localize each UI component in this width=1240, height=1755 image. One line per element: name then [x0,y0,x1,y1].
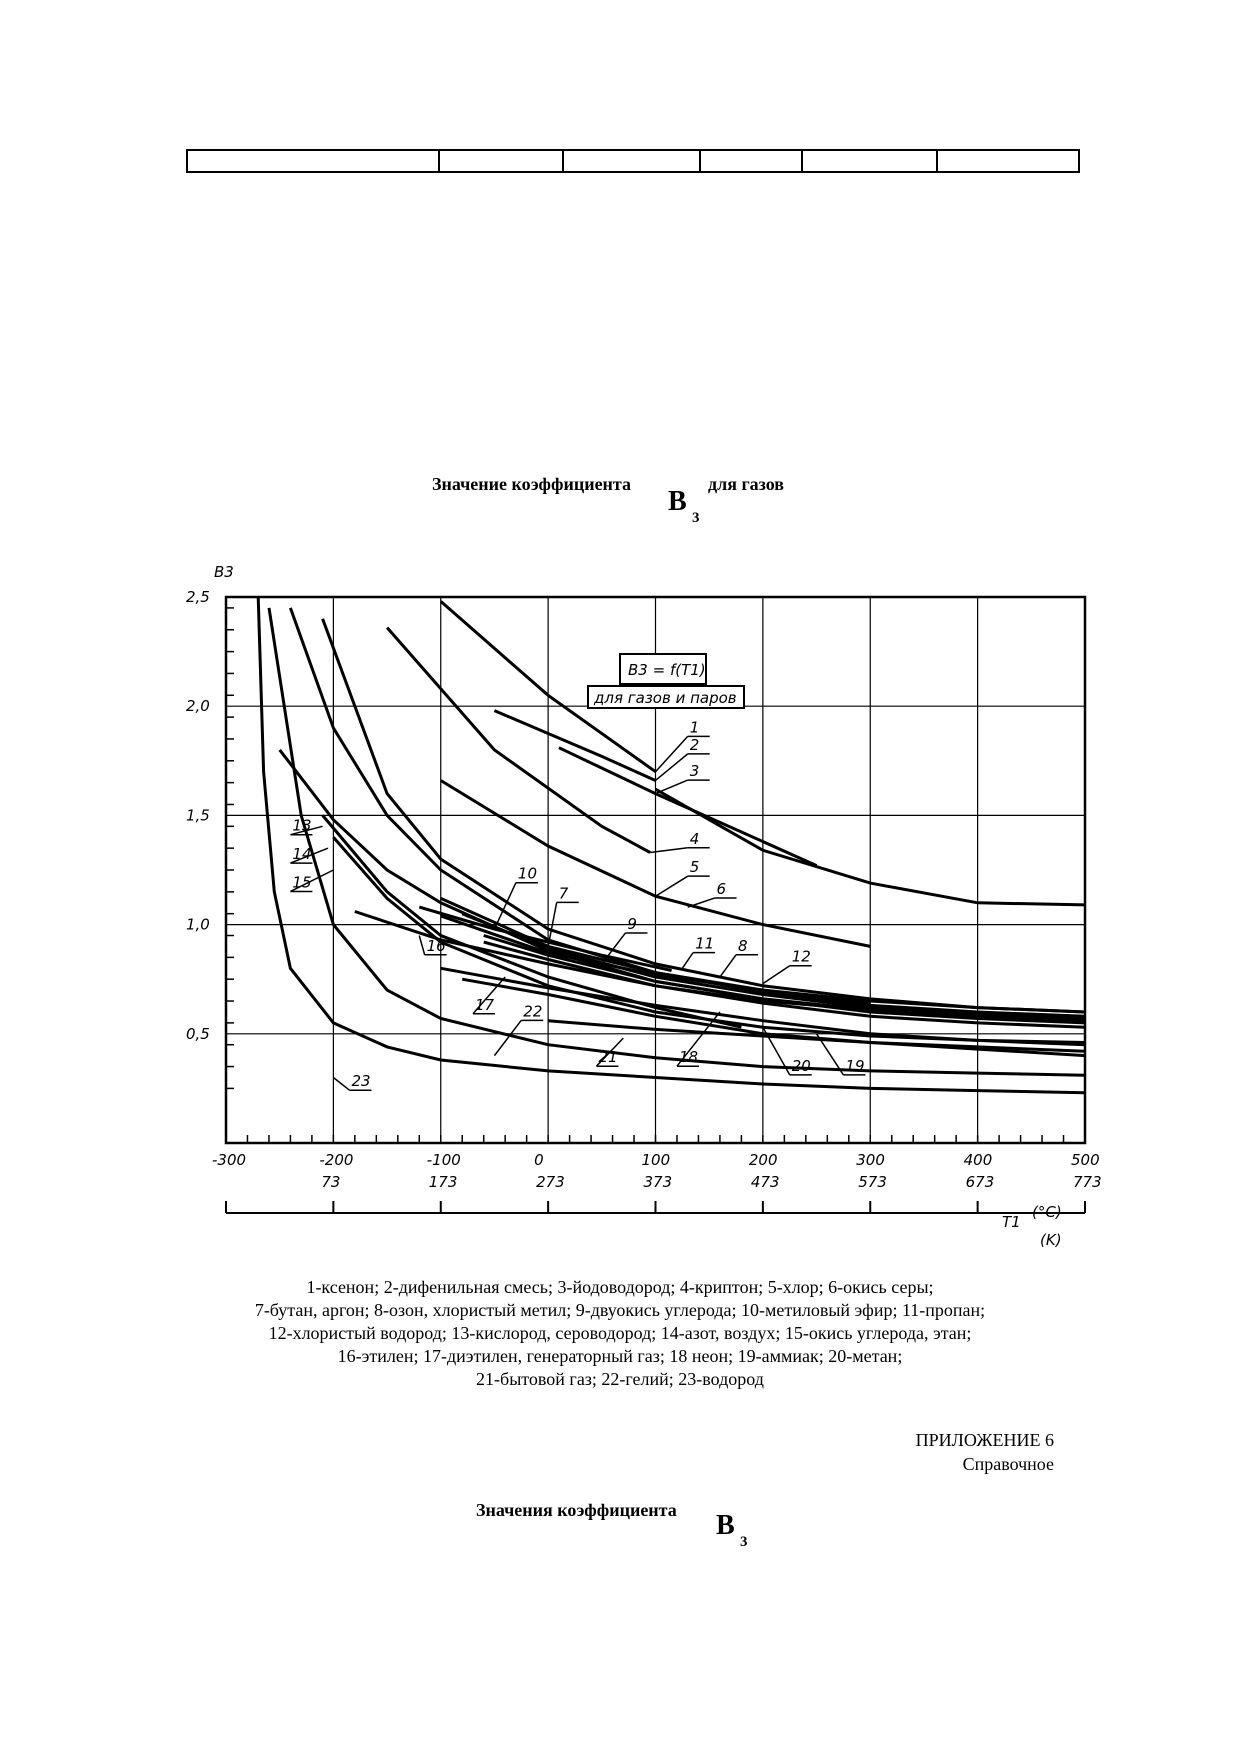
curve-label-18: 18 [678,1048,699,1067]
y-tick-label: 2,5 [186,588,210,606]
header-cell [802,150,937,172]
curve-label-22: 22 [523,1002,543,1021]
curve-label-7: 7 [558,884,569,903]
x-tick-label-kelvin: 73 [321,1173,341,1191]
x-axis-unit-c: (°C) [1032,1203,1062,1221]
x-axis-unit-k: (K) [1040,1231,1062,1249]
figure-title: Значение коэффициента [432,474,631,494]
curve-label-15: 15 [292,873,312,892]
header-cell [937,150,1079,172]
x-tick-label-celsius: 0 [534,1151,544,1169]
appendix-title-subscript: 3 [740,1534,748,1550]
x-tick-label-kelvin: 173 [428,1173,458,1191]
x-tick-label-celsius: -300 [212,1151,247,1169]
curve-label-11: 11 [695,934,715,953]
curve-label-14: 14 [292,845,312,864]
curve-label-19: 19 [845,1056,865,1075]
curve-label-17: 17 [474,995,495,1014]
appendix-number: ПРИЛОЖЕНИЕ 6 [915,1430,1054,1450]
y-tick-label: 0,5 [186,1024,210,1043]
x-tick-label-celsius: -200 [319,1151,354,1169]
curve-label-16: 16 [426,936,446,955]
y-axis-label: B3 [214,563,234,581]
inset [588,654,744,708]
leader-line [720,955,736,977]
caption-line: 12-хлористый водород; 13-кислород, сероводород; 14-азот, воздух; 15-окись углерода, этан; [268,1323,972,1343]
figure-title-suffix: для газов [708,474,785,494]
y-tick-label: 2,0 [186,697,210,716]
curve-label-23: 23 [351,1072,371,1091]
inset-formula: B3 = f(T1) [628,661,706,679]
x-tick-label-kelvin: 473 [750,1173,780,1191]
caption-line: 16-этилен; 17-диэтилен, генераторный газ; 18 неон; 19-аммиак; 20-метан; [337,1346,903,1366]
x-tick-label-kelvin: 373 [643,1173,673,1191]
curve-label-4: 4 [689,829,700,848]
x-tick-label-celsius: 300 [856,1151,885,1169]
y-tick-label: 1,0 [186,915,210,934]
x-tick-label-celsius: 100 [641,1151,671,1169]
leader-line [333,1077,349,1090]
inset-note: для газов и паров [594,689,737,707]
curve-label-13: 13 [292,816,312,835]
leader-line [419,936,424,955]
x-tick-label-kelvin: 573 [858,1173,887,1191]
curve-label-3: 3 [689,762,700,781]
leader-line [656,780,688,793]
figure-title-symbol: B [668,486,687,517]
caption-line: 7-бутан, аргон; 8-озон, хлористый метил; 9-двуокись углерода; 10-метиловый эфир; 11-пропан; [254,1300,986,1320]
caption-line: 21-бытовой газ; 22-гелий; 23-водород [476,1369,764,1389]
x-tick-label-kelvin: 673 [965,1173,995,1191]
curve-label-5: 5 [689,858,700,877]
curve-label-1: 1 [689,718,700,737]
leader-line [688,898,715,907]
y-tick-label: 1,5 [186,806,210,825]
x-tick-label-celsius: 200 [748,1151,778,1169]
x-tick-label-celsius: -100 [426,1151,461,1169]
leader-line [763,966,790,984]
curve-label-10: 10 [517,864,538,883]
series-curve-16 [355,912,1085,1021]
x-tick-label-kelvin: 273 [536,1173,565,1191]
series-curve-2 [494,711,655,781]
header-cell [439,150,563,172]
appendix-kind: Справочное [962,1454,1054,1474]
x-tick-label-celsius: 400 [963,1151,993,1169]
header-table [186,149,1080,173]
figure-title-subscript: 3 [692,510,700,526]
header-cell [187,150,439,172]
header-cell [563,150,700,172]
appendix-heading [916,1428,1054,1476]
curve-label-9: 9 [627,914,637,933]
b3-chart [170,555,1102,1255]
header-cell [700,150,802,172]
curve-label-20: 20 [791,1056,811,1075]
appendix-title: Значения коэффициента [476,1500,677,1520]
curve-label-6: 6 [716,880,727,899]
curve-label-12: 12 [791,947,811,966]
x-tick-label-celsius: 500 [1071,1151,1100,1169]
curve-label-8: 8 [738,936,748,955]
curve-label-21: 21 [598,1048,618,1067]
figure-caption [150,1276,1090,1391]
x-tick-label-kelvin: 773 [1073,1173,1102,1191]
leader-line [656,876,688,896]
curve-label-2: 2 [689,735,700,754]
appendix-title-symbol: B [716,1510,735,1541]
caption-line: 1-ксенон; 2-дифенильная смесь; 3-йодоводород; 4-криптон; 5-хлор; 6-окись серы; [306,1277,934,1297]
x-axis-label: T1 [1002,1213,1021,1231]
leader-line [682,953,693,969]
